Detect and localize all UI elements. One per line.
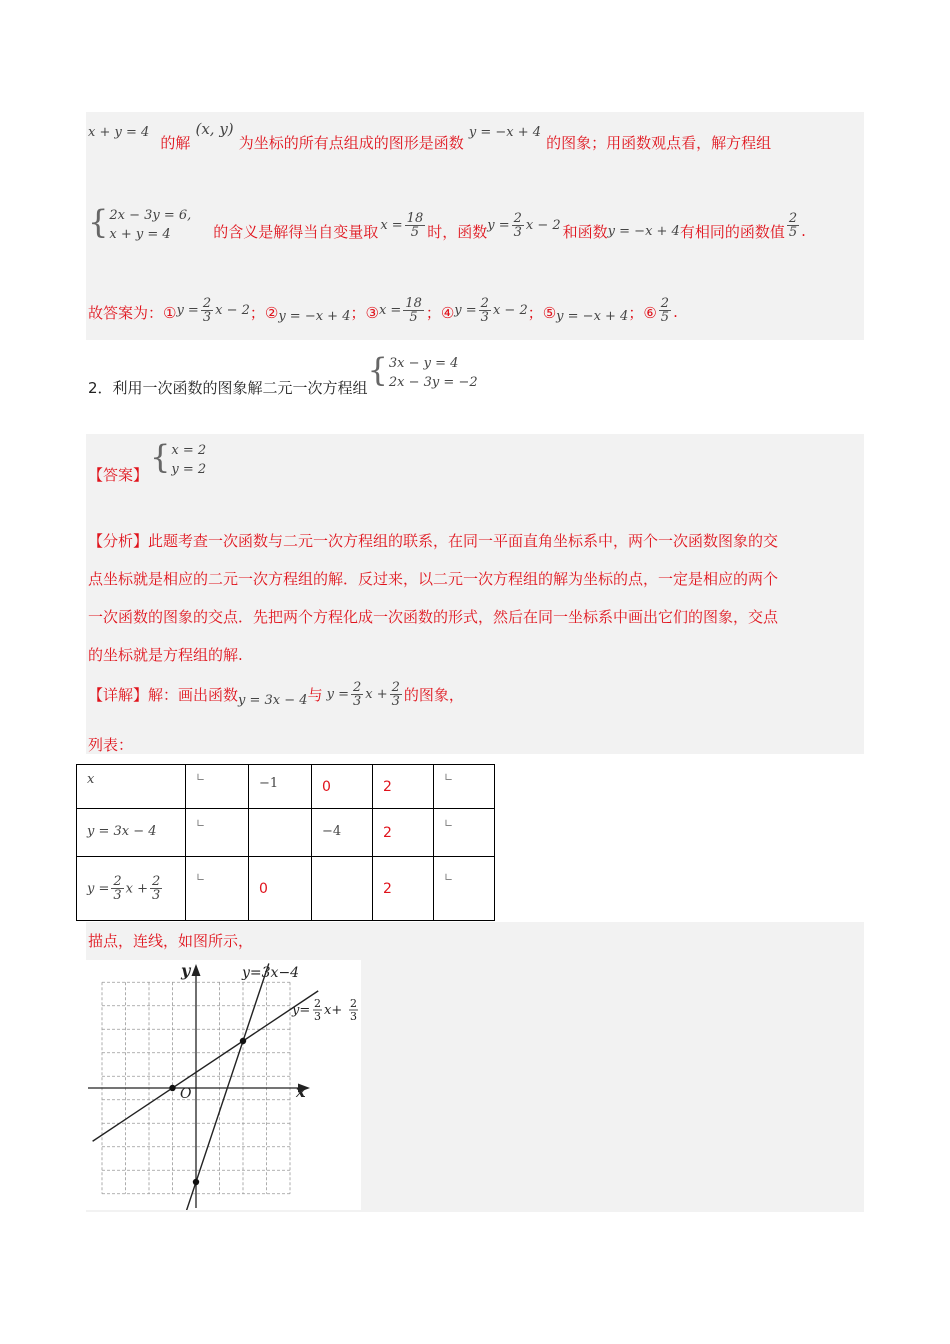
s1-sys-eq2: x + y = 4 bbox=[109, 227, 171, 242]
analysis-line-2: 点坐标就是相应的二元一次方程组的解．反过来，以二元一次方程组的解为坐标的点，一定是相应的两个 bbox=[88, 570, 779, 588]
cell-text: y = bbox=[87, 881, 110, 897]
s1-a1lhs: y = bbox=[176, 302, 199, 318]
s1-fn: y = −x + 4 bbox=[468, 125, 542, 140]
s1-line3 bbox=[88, 288, 678, 332]
frac-num: 2 bbox=[391, 679, 400, 695]
table-cell bbox=[312, 809, 373, 857]
cell-text: y = 3x − 4 bbox=[87, 823, 157, 839]
s1-line1 bbox=[88, 122, 771, 152]
analysis-line-4: 的坐标就是方程组的解. bbox=[88, 646, 243, 664]
s1-t2: 为坐标的所有点组成的图形是函数 bbox=[238, 134, 464, 152]
line1-label: y=3x−4 bbox=[242, 965, 300, 981]
point-0-neg4 bbox=[193, 1179, 199, 1185]
detail-label: 【详解】 bbox=[88, 685, 149, 704]
frac-num: 18 bbox=[406, 210, 424, 226]
cell-mark: ∟ bbox=[196, 770, 206, 784]
y-axis-label: y bbox=[181, 961, 191, 980]
cell-text: −4 bbox=[322, 823, 342, 839]
point-2-2 bbox=[240, 1038, 246, 1044]
frac-num: 2 bbox=[202, 295, 212, 311]
frac-den: 3 bbox=[152, 888, 161, 903]
s1-a6frac bbox=[659, 297, 671, 324]
table-header-y1 bbox=[77, 809, 186, 857]
detail-f2frac2 bbox=[390, 681, 402, 708]
frac-num: 2 bbox=[152, 874, 161, 889]
table-cell bbox=[434, 809, 495, 857]
list-label: 列表： bbox=[88, 736, 134, 754]
brace-icon: { bbox=[150, 437, 171, 476]
table-cell bbox=[312, 857, 373, 921]
table-cell bbox=[434, 765, 495, 809]
table-header-x bbox=[77, 765, 186, 809]
question-2-system bbox=[367, 350, 478, 393]
table-row bbox=[77, 765, 495, 809]
answer-x: x = 2 bbox=[171, 442, 207, 458]
frac-den: 3 bbox=[513, 224, 522, 240]
x-axis-label: x bbox=[296, 1082, 306, 1101]
table-row bbox=[77, 809, 495, 857]
s1-system bbox=[88, 202, 192, 245]
frac-den: 5 bbox=[409, 309, 418, 325]
table-cell bbox=[186, 809, 249, 857]
frac-den: 3 bbox=[113, 888, 122, 903]
table-cell bbox=[373, 857, 434, 921]
detail-f1: y = 3x − 4 bbox=[238, 692, 308, 708]
line-y-3x-4 bbox=[184, 963, 269, 1210]
table-row bbox=[77, 857, 495, 921]
cell-text: 0 bbox=[259, 880, 268, 897]
frac-num: 2 bbox=[113, 874, 122, 889]
s1-l2-f1frac bbox=[512, 212, 524, 239]
table-cell bbox=[186, 765, 249, 809]
s1-a3lhs: x = bbox=[378, 302, 402, 318]
s1-t3: 的图象；用函数观点看，解方程组 bbox=[546, 134, 772, 152]
s1-a1frac bbox=[201, 297, 213, 324]
s1-a1rest: x − 2 bbox=[215, 302, 250, 318]
cell-frac2 bbox=[150, 875, 162, 902]
analysis-line-3: 一次函数的图象的交点．先把两个方程化成一次函数的形式，然后在同一坐标系中画出它们的图象，交点 bbox=[88, 608, 779, 626]
s1-a4lhs: y = bbox=[454, 302, 477, 318]
table-cell bbox=[249, 765, 312, 809]
s1-s4: ；④ bbox=[425, 303, 455, 322]
s1-s5: ；⑤ bbox=[527, 303, 557, 322]
s1-a2: y = −x + 4 bbox=[278, 308, 351, 324]
s1-l2-f2: y = −x + 4 bbox=[607, 223, 680, 239]
s1-a3frac bbox=[403, 297, 424, 324]
cell-text: x bbox=[87, 771, 95, 787]
cell-text: x + bbox=[125, 881, 149, 897]
frac-num: 18 bbox=[405, 295, 422, 311]
frac-den: 3 bbox=[480, 309, 489, 325]
s1-l2-t4: 有相同的函数值 bbox=[679, 222, 785, 241]
frac-num: 2 bbox=[788, 210, 798, 226]
s1-l2-f1rest: x − 2 bbox=[525, 217, 561, 233]
s1-l2-t1: 的含义是解得当自变量取 bbox=[213, 222, 379, 241]
brace-icon: { bbox=[88, 202, 109, 241]
s1-s2: ；② bbox=[249, 303, 279, 322]
answer-label: 【答案】 bbox=[88, 465, 149, 484]
cell-text: 2 bbox=[383, 778, 392, 795]
s1-l2-f1lhs: y = bbox=[487, 217, 510, 233]
line-y-2-3x-2-3 bbox=[93, 991, 319, 1141]
cell-frac1 bbox=[111, 875, 123, 902]
cell-text: 2 bbox=[383, 880, 392, 897]
answer-y: y = 2 bbox=[171, 462, 207, 477]
plot-label: 描点，连线，如图所示， bbox=[88, 932, 254, 950]
cell-text: −1 bbox=[259, 775, 279, 791]
question-2-text: 2．利用一次函数的图象解二元一次方程组 bbox=[88, 378, 368, 397]
q2-eq2: 2x − 3y = −2 bbox=[388, 375, 478, 390]
table-cell bbox=[249, 857, 312, 921]
analysis-block bbox=[88, 522, 864, 674]
s1-l3-label: 故答案为：① bbox=[88, 303, 177, 322]
line2-d1-label: 3 bbox=[314, 1010, 321, 1023]
analysis-text-1: 此题考查一次函数与二元一次方程组的联系，在同一平面直角坐标系中，两个一次函数图象的交 bbox=[148, 532, 779, 550]
line2-mid-label: x+ bbox=[324, 1003, 343, 1018]
s1-l2-end: . bbox=[801, 222, 806, 240]
s1-a4frac bbox=[479, 297, 491, 324]
s1-s6: ；⑥ bbox=[628, 303, 657, 322]
s1-eq: x + y = 4 bbox=[88, 125, 150, 140]
s1-l2-t3: 和函数 bbox=[562, 222, 608, 241]
table-cell bbox=[186, 857, 249, 921]
detail-line bbox=[88, 670, 464, 718]
frac-num: 2 bbox=[513, 210, 522, 226]
s1-a5: y = −x + 4 bbox=[556, 308, 629, 324]
frac-num: 2 bbox=[660, 295, 670, 311]
line2-n2-label: 2 bbox=[350, 997, 357, 1010]
analysis-label: 【分析】 bbox=[88, 532, 149, 550]
frac-den: 5 bbox=[788, 224, 798, 240]
answer-system bbox=[150, 437, 207, 480]
cell-text: 0 bbox=[322, 778, 331, 795]
value-table bbox=[76, 764, 495, 921]
cell-mark: ∟ bbox=[196, 870, 206, 884]
line2-d2-label: 3 bbox=[350, 1010, 357, 1023]
table-cell bbox=[434, 857, 495, 921]
frac-num: 2 bbox=[480, 295, 489, 311]
line2-n1-label: 2 bbox=[314, 997, 321, 1010]
s1-point: (x, y) bbox=[195, 120, 234, 138]
detail-t2: 与 bbox=[307, 685, 323, 704]
cell-mark: ∟ bbox=[196, 816, 206, 830]
s1-l2-t2: 时，函数 bbox=[427, 222, 488, 241]
answer-line bbox=[88, 436, 206, 484]
frac-den: 3 bbox=[352, 693, 362, 709]
detail-f2frac1 bbox=[351, 681, 363, 708]
table-cell bbox=[373, 809, 434, 857]
s1-a4rest: x − 2 bbox=[492, 302, 528, 318]
s1-s3: ；③ bbox=[350, 303, 379, 322]
cell-text: 2 bbox=[383, 824, 392, 841]
frac-den: 3 bbox=[202, 309, 212, 325]
cell-mark: ∟ bbox=[444, 870, 454, 884]
s1-l3-end: . bbox=[673, 303, 678, 321]
s1-l2-xlhs: x = bbox=[380, 217, 403, 233]
detail-t3: 的图象， bbox=[403, 685, 464, 704]
s1-sys-eq1: 2x − 3y = 6, bbox=[109, 207, 192, 223]
table-cell bbox=[373, 765, 434, 809]
frac-den: 5 bbox=[410, 224, 420, 240]
s1-line2 bbox=[88, 200, 806, 250]
brace-icon: { bbox=[367, 350, 388, 389]
detail-t1: 解：画出函数 bbox=[148, 685, 239, 704]
origin-label: O bbox=[180, 1086, 192, 1102]
table-header-y2 bbox=[77, 857, 186, 921]
line2-lhs-label: y= bbox=[292, 1003, 311, 1018]
s1-l2-xfrac bbox=[405, 212, 426, 239]
frac-den: 3 bbox=[391, 693, 400, 709]
y-axis-arrow-icon bbox=[192, 964, 201, 976]
s1-l2-vfrac bbox=[787, 212, 799, 239]
table-cell bbox=[249, 809, 312, 857]
q2-eq1: 3x − y = 4 bbox=[388, 355, 459, 371]
point-neg1-0 bbox=[169, 1085, 175, 1091]
frac-den: 5 bbox=[660, 309, 670, 325]
cell-mark: ∟ bbox=[444, 770, 454, 784]
graph-panel bbox=[86, 960, 361, 1210]
coordinate-graph bbox=[86, 960, 361, 1210]
question-2 bbox=[88, 348, 478, 398]
s1-t1: 的解 bbox=[160, 134, 191, 152]
detail-f2lhs: y = bbox=[326, 686, 349, 702]
table-cell bbox=[312, 765, 373, 809]
analysis-line-1 bbox=[88, 522, 864, 560]
frac-num: 2 bbox=[352, 679, 362, 695]
detail-f2mid: x + bbox=[365, 686, 388, 702]
cell-mark: ∟ bbox=[444, 816, 454, 830]
